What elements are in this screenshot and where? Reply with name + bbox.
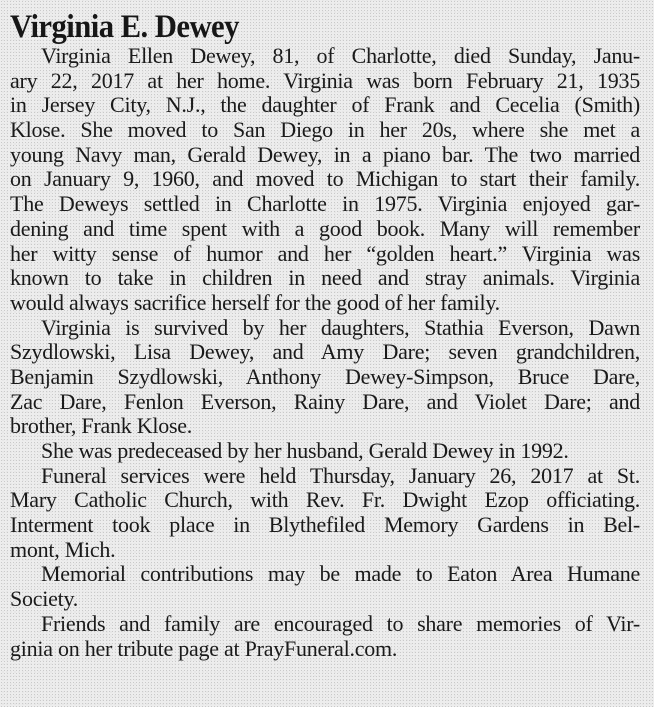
obituary-text-line: known to take in children in need and stray animals. Virginia <box>10 265 640 291</box>
obituary-text-line: Virginia Ellen Dewey, 81, of Charlotte, died Sunday, Janu- <box>41 43 640 68</box>
obituary-text-line: She was predeceased by her husband, Gerald Dewey in 1992. <box>41 438 569 463</box>
obituary-text-line: Friends and family are encouraged to share memories of Vir- <box>41 610 640 636</box>
obituary-text-line: ginia on her tribute page at PrayFuneral.com. <box>10 635 398 661</box>
obituary-body <box>10 44 640 661</box>
obituary-text-line: Memorial contributions may be made to Eaton Area Humane <box>41 561 640 587</box>
obituary-text-line: Funeral services were held Thursday, January 26, 2017 at St. <box>41 462 640 488</box>
obituary-text-line: mont, Mich. <box>10 536 116 562</box>
obituary-text-line: would always sacrifice herself for the good of her family. <box>10 289 500 315</box>
obituary-text-line: Society. <box>10 586 79 612</box>
obituary-text-line: Szydlowski, Lisa Dewey, and Amy Dare; seven grandchildren, <box>10 339 640 365</box>
obituary-text-line: young Navy man, Gerald Dewey, in a piano bar. The two married <box>10 141 640 167</box>
obituary-text-line: brother, Frank Klose. <box>10 413 193 439</box>
obituary-text-line: dening and time spent with a good book. Many will remember <box>10 215 640 241</box>
obituary-text-line: Mary Catholic Church, with Rev. Fr. Dwight Ezop officiating. <box>10 487 640 513</box>
obituary-title: Virginia E. Dewey <box>10 9 239 45</box>
obituary-text-line: Zac Dare, Fenlon Everson, Rainy Dare, and Violet Dare; and <box>10 388 640 414</box>
obituary-text-line: Klose. She moved to San Diego in her 20s, where she met a <box>10 117 640 143</box>
obituary-text-line: Benjamin Szydlowski, Anthony Dewey-Simpson, Bruce Dare, <box>10 363 640 389</box>
obituary-text-line: in Jersey City, N.J., the daughter of Frank and Cecelia (Smith) <box>10 92 640 118</box>
obituary-text-line: Interment took place in Blythefiled Memory Gardens in Bel- <box>10 512 640 538</box>
obituary-text-line: ary 22, 2017 at her home. Virginia was born February 21, 1935 <box>10 67 640 93</box>
obituary-text-line: on January 9, 1960, and moved to Michigan to start their family. <box>10 166 640 192</box>
obituary-text-line: her witty sense of humor and her “golden heart.” Virginia was <box>10 240 640 266</box>
obituary-text-line: The Deweys settled in Charlotte in 1975. Virginia enjoyed gar- <box>10 191 640 217</box>
obituary-text-line: Virginia is survived by her daughters, Stathia Everson, Dawn <box>41 314 640 340</box>
